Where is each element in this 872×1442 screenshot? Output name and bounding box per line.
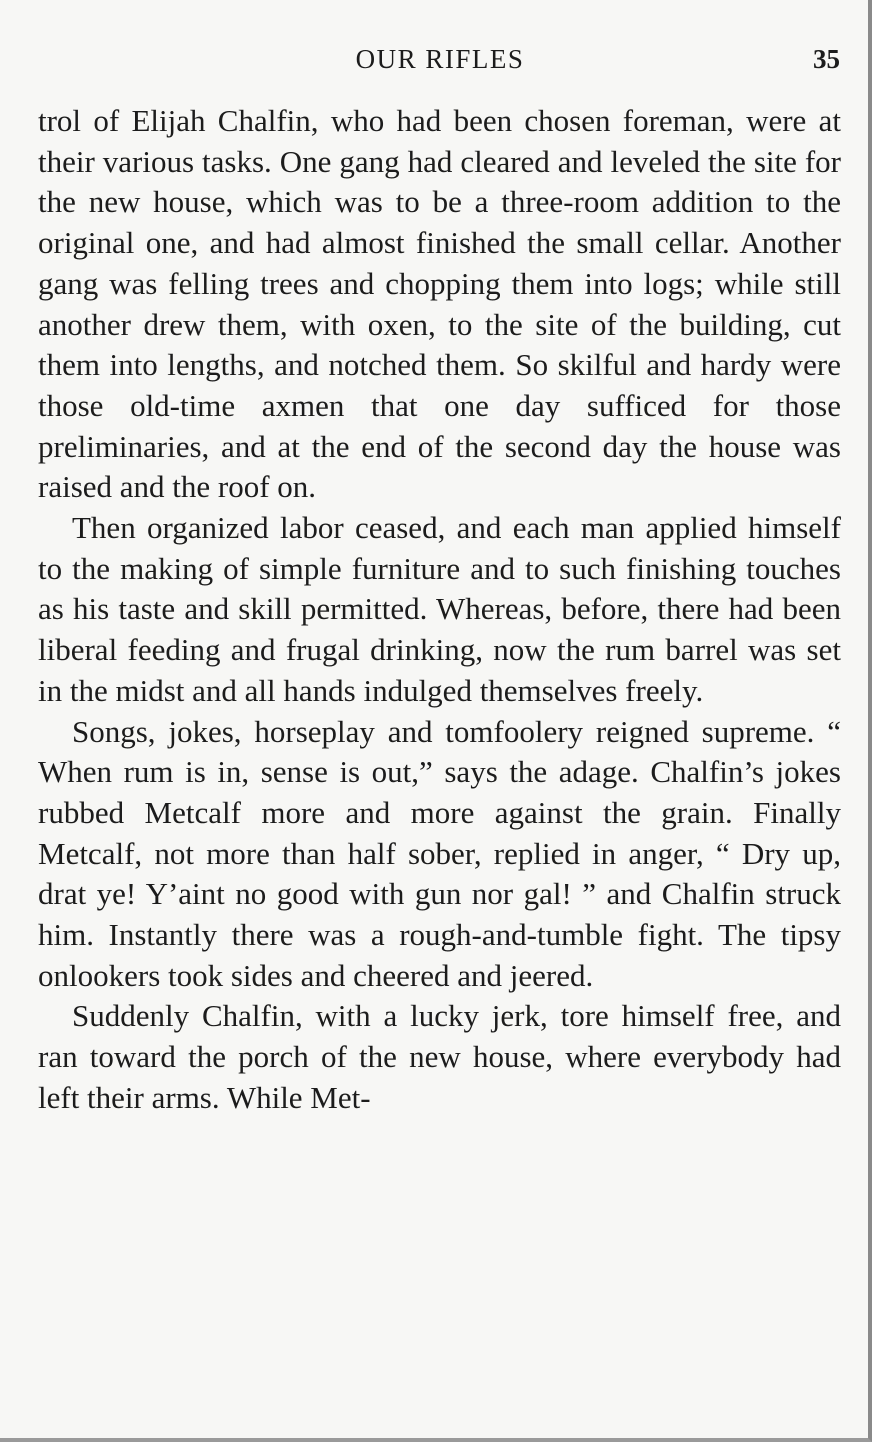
- paragraph: Suddenly Chalfin, with a lucky jerk, tore himself free, and ran toward the porch of the new house, where everybody had left their arms. While Met-: [38, 998, 841, 1115]
- paragraph-continuation: trol of Elijah Chalfin, who had been chosen foreman, were at their various tasks. One gang had cleared and leveled the site for the new house, which was to be a three-room addition to the original one, and had almost finished the small cellar. Another gang was felling trees and chopping them into logs; while still another drew them, with oxen, to the site of the building, cut them into lengths, and notched them. So skilful and hardy were those old-time axmen that one day sufficed for those preliminaries, and at the end of the second day the house was raised and the roof on.: [38, 103, 841, 505]
- paragraph: Songs, jokes, horseplay and tomfoolery reigned supreme. “ When rum is in, sense is out,” says the adage. Chalfin’s jokes rubbed Metcalf more and more against the grain. Finally Metcalf, not more than half sober, replied in anger, “ Dry up, drat ye! Y’aint no good with gun nor gal! ” and Chalfin struck him. Instantly there was a rough-and-tumble fight. The tipsy onlookers took sides and cheered and jeered.: [38, 713, 841, 993]
- paragraph: Then organized labor ceased, and each man applied himself to the making of simple furniture and to such finishing touches as his taste and skill permitted. Whereas, before, there had been liberal feeding and frugal drinking, now the rum barrel was set in the midst and all hands indulged themselves freely.: [38, 510, 841, 708]
- running-title: OUR RIFLES: [355, 44, 525, 74]
- running-head: [40, 44, 840, 80]
- body-text: [38, 101, 841, 1119]
- page-number: 35: [813, 44, 840, 74]
